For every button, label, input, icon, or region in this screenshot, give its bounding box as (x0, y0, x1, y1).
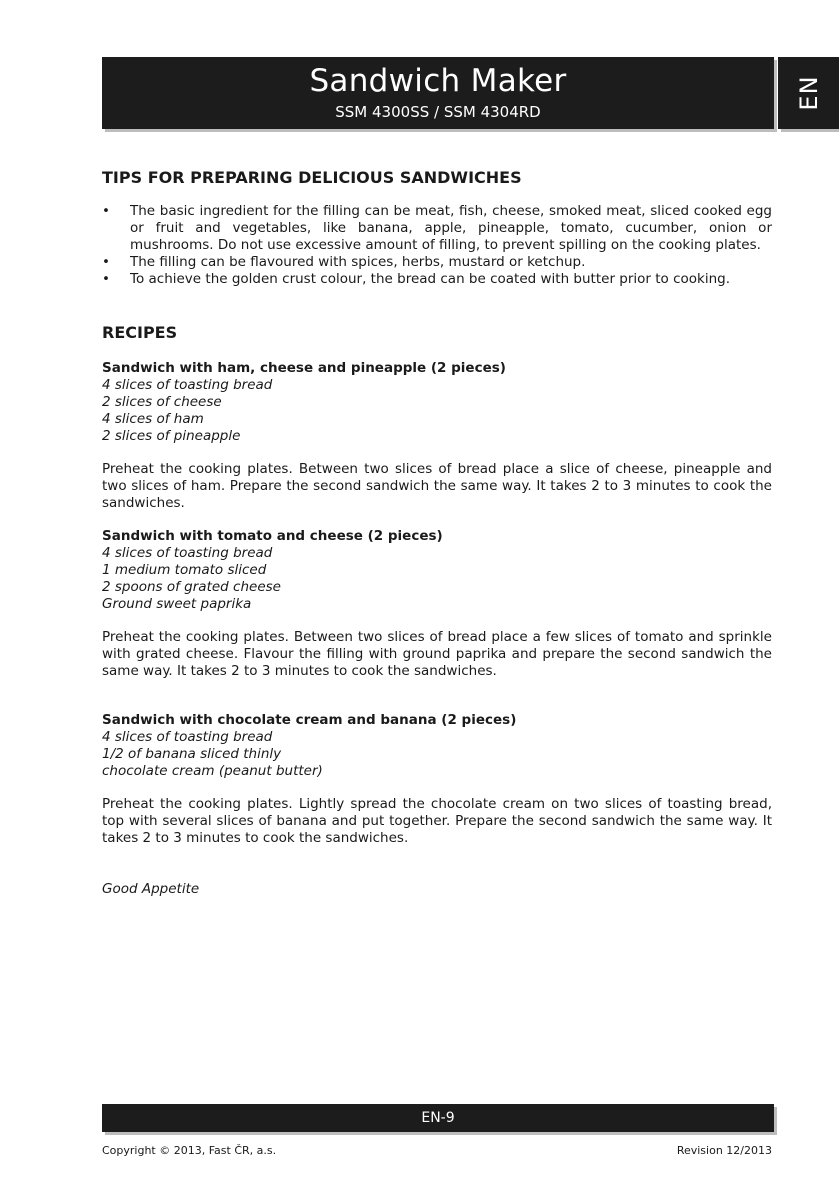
tips-list (102, 203, 772, 288)
tip-item: • The basic ingredient for the filling can be meat, fish, cheese, smoked meat, sliced cooked egg or fruit and vegetables, like banana, apple, pineapple, tomato, cucumber, onion or mushrooms. Do not use excessive amount of filling, to prevent spilling on the cooking plates. (102, 203, 772, 254)
recipes-heading: RECIPES (102, 323, 178, 342)
recipe-method: Preheat the cooking plates. Between two slices of bread place a few slices of tomato and sprinkle with grated cheese. Flavour the filling with ground paprika and prepare the second sandwich the same way. It takes 2 to 3 minutes to cook the sandwiches. (102, 629, 772, 679)
ingredient-item: 4 slices of toasting bread (102, 377, 273, 393)
ingredient-item: 2 spoons of grated cheese (102, 579, 281, 595)
page-number-bar (102, 1104, 774, 1132)
model-numbers: SSM 4300SS / SSM 4304RD (335, 103, 541, 121)
ingredient-item: 4 slices of toasting bread (102, 729, 273, 745)
page-header (102, 57, 774, 129)
ingredient-item: 2 slices of pineapple (102, 428, 241, 444)
tip-item: • The filling can be flavoured with spices, herbs, mustard or ketchup. (102, 254, 772, 271)
recipe-chocolate-banana (102, 712, 772, 847)
ingredient-item: chocolate cream (peanut butter) (102, 763, 323, 779)
closing-text: Good Appetite (102, 881, 200, 897)
recipe-ham-cheese-pineapple (102, 360, 772, 512)
revision-label: Revision 12/2013 (676, 1144, 772, 1157)
ingredient-item: 1/2 of banana sliced thinly (102, 746, 282, 762)
recipe-method: Preheat the cooking plates. Lightly spread the chocolate cream on two slices of toasting bread, top with several slices of banana and put together. Prepare the second sandwich the same way. It takes 2 to 3 minutes to cook the sandwiches. (102, 796, 772, 846)
ingredient-item: 1 medium tomato sliced (102, 562, 267, 578)
recipe-title: Sandwich with tomato and cheese (2 pieces) (102, 528, 443, 544)
tip-item: • To achieve the golden crust colour, the bread can be coated with butter prior to cooking. (102, 271, 772, 288)
ingredient-item: 4 slices of toasting bread (102, 545, 273, 561)
recipe-title: Sandwich with ham, cheese and pineapple (2 pieces) (102, 360, 506, 376)
recipe-tomato-cheese (102, 528, 772, 680)
recipe-title: Sandwich with chocolate cream and banana (2 pieces) (102, 712, 517, 728)
tips-heading: TIPS FOR PREPARING DELICIOUS SANDWICHES (102, 168, 522, 187)
ingredient-item: Ground sweet paprika (102, 596, 252, 612)
recipe-method: Preheat the cooking plates. Between two slices of bread place a slice of cheese, pineapple and two slices of ham. Prepare the second sandwich the same way. It takes 2 to 3 minutes to cook the sandwiches. (102, 461, 772, 511)
copyright-notice: Copyright © 2013, Fast ČR, a.s. (102, 1144, 277, 1157)
document-title: Sandwich Maker (309, 63, 567, 99)
ingredient-item: 4 slices of ham (102, 411, 204, 427)
language-tab-label: EN (794, 75, 823, 111)
ingredient-item: 2 slices of cheese (102, 394, 222, 410)
page-number: EN-9 (421, 1110, 455, 1126)
language-tab (778, 57, 839, 129)
